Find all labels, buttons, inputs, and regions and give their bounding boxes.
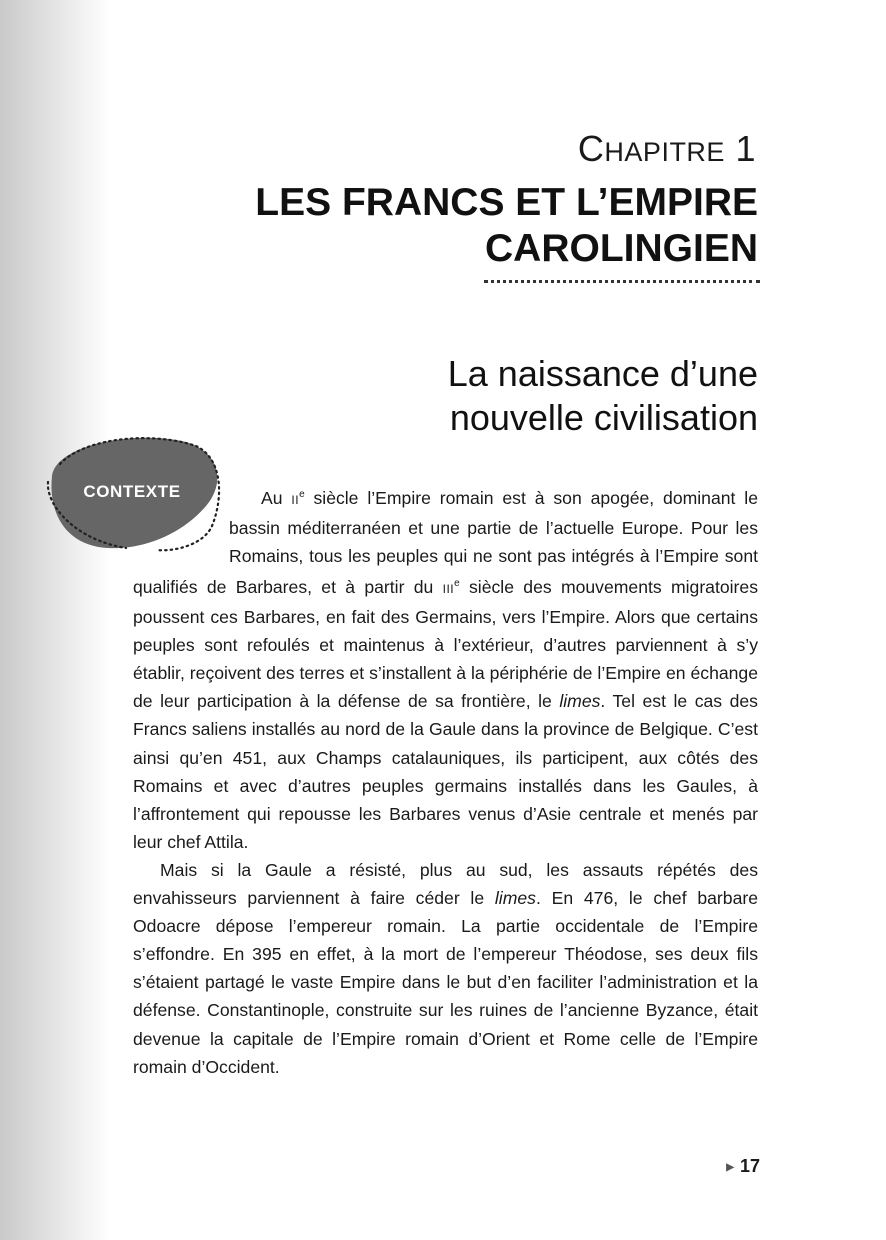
page-arrow-icon: ▶ xyxy=(726,1162,734,1173)
chapter-label xyxy=(578,128,756,170)
chapter-label-initial: C xyxy=(577,128,605,169)
title-dotted-divider xyxy=(484,280,760,283)
paragraph-1: Au IIe siècle l’Empire romain est à son apogée, dominant le bassin méditerranéen et une partie de l’actuelle Europe. Pour les Romains, tous les peuples qui ne sont pas intégrés à l’Empire sont qualifiés de Barbares, et à partir du IIIe siècle des mouvements migratoires poussent ces Barbares, en fait des Germains, vers l’Empire. Alors que certains peuples sont refoulés et maintenus à l’extérieur, d’autres parviennent à s’y établir, reçoivent des terres et s’installent à la périphérie de l’Empire en échange de leur participation à la défense de sa frontière, le limes. Tel est le cas des Francs saliens installés au nord de la Gaule dans la province de Belgique. C’est ainsi qu’en 451, aux Champs catalauniques, ils participent, aux côtés des Romains et avec d’autres peuples germains installés dans les Gaules, à l’affrontement qui repousse les Barbares venus d’Asie centrale et menés par leur chef Attila. xyxy=(133,487,758,852)
paragraph-2: Mais si la Gaule a résisté, plus au sud, les assauts répétés des envahisseurs parviennent à faire céder le limes. En 476, le chef barbare Odoacre dépose l’empereur romain. La partie occidentale de l’Empire s’effondre. En 395 en effet, à la mort de l’empereur Théodose, ses deux fils s’étaient partagé le vaste Empire dans le but d’en faciliter l’administration et la défense. Constantinople, construite sur les ruines de l’ancienne Byzance, était devenue la capitale de l’Empire romain d’Orient et Rome celle de l’Empire romain d’Occident. xyxy=(133,859,758,1077)
section-title xyxy=(258,352,758,440)
body-text xyxy=(133,481,758,1081)
page-gutter-shadow xyxy=(0,0,110,1240)
page-number xyxy=(726,1156,760,1177)
contexte-badge-label: CONTEXTE xyxy=(83,482,181,501)
chapter-number: 1 xyxy=(735,128,756,169)
term-limes: limes xyxy=(559,691,601,712)
term-limes: limes xyxy=(494,888,536,909)
chapter-title xyxy=(198,180,758,272)
chapter-title-line-1: LES FRANCS ET L’EMPIRE xyxy=(255,181,758,224)
century-numeral: III xyxy=(442,582,455,596)
page-number-value: 17 xyxy=(739,1156,760,1176)
section-title-line-2: nouvelle civilisation xyxy=(449,397,758,438)
section-title-line-1: La naissance d’une xyxy=(447,353,758,394)
chapter-title-line-2: CAROLINGIEN xyxy=(485,227,758,270)
chapter-label-rest: HAPITRE xyxy=(604,137,725,167)
century-numeral: II xyxy=(291,492,300,507)
